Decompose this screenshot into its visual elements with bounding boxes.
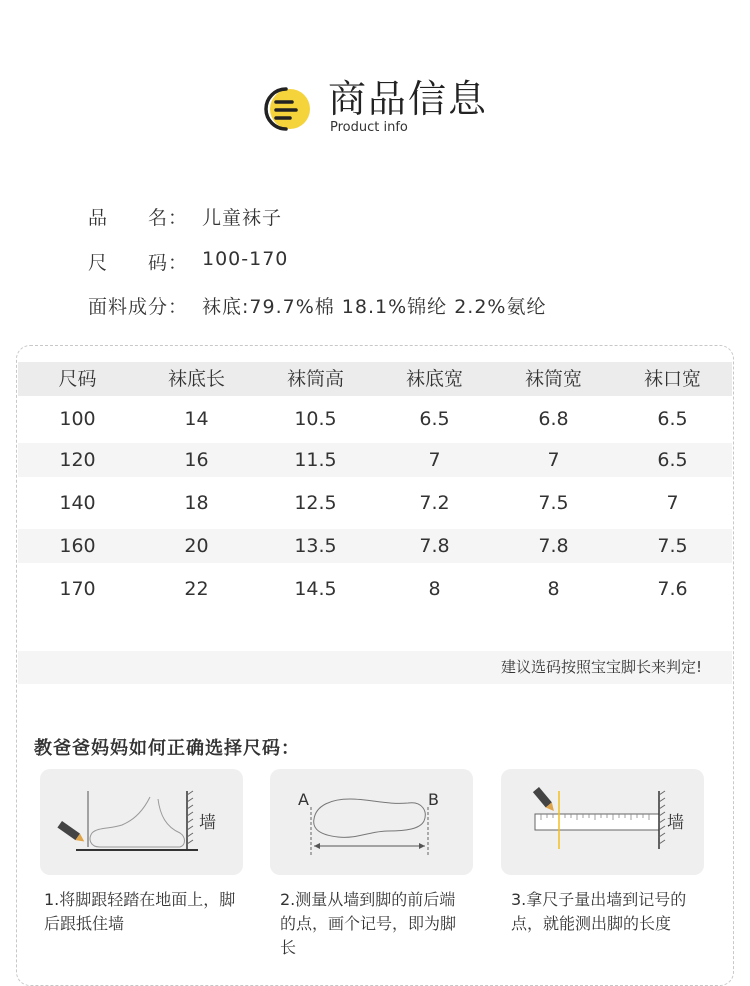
table-cell: 14.5: [294, 578, 337, 600]
table-header-cell: 袜底长: [167, 368, 225, 390]
point-a-label: A: [298, 790, 309, 809]
table-header-cell: 袜筒宽: [524, 368, 582, 390]
table-cell: 7.6: [657, 578, 688, 600]
table-row: [18, 572, 732, 606]
table-cell: 8: [547, 578, 560, 600]
table-cell: 7: [428, 449, 441, 471]
table-cell: 170: [59, 578, 96, 600]
table-cell: 7.5: [657, 535, 688, 557]
section-header: [262, 76, 502, 138]
table-cell: 140: [59, 492, 96, 514]
section-title: 商品信息: [328, 77, 489, 121]
info-label: 面料成分：: [88, 296, 189, 318]
table-cell: 18: [184, 492, 209, 514]
table-cell: 11.5: [294, 449, 337, 471]
table-cell: 7: [547, 449, 560, 471]
wall-label: 墙: [199, 813, 216, 833]
table-cell: 8: [428, 578, 441, 600]
step-1-illustration: [40, 769, 243, 875]
table-cell: 7.8: [419, 535, 450, 557]
info-value: 100-170: [202, 248, 289, 270]
table-row: [18, 402, 732, 436]
table-row: [18, 486, 732, 520]
table-cell: 16: [184, 449, 209, 471]
step-3-illustration: [501, 769, 704, 875]
table-cell: 100: [59, 408, 96, 430]
table-row: [18, 529, 732, 563]
table-cell: 6.5: [419, 408, 450, 430]
document-lines-icon: [262, 84, 312, 134]
section-subtitle: Product info: [330, 120, 408, 135]
info-value: 袜底:79.7%棉 18.1%锦纶 2.2%氨纶: [202, 296, 547, 318]
footprint-measure-icon: [270, 769, 473, 875]
table-header-row: [18, 362, 732, 396]
step-3-text: 3.拿尺子量出墙到记号的点，就能测出脚的长度: [511, 890, 687, 933]
table-cell: 7.8: [538, 535, 569, 557]
table-cell: 22: [184, 578, 209, 600]
table-header-cell: 尺码: [58, 368, 97, 390]
table-row: [18, 443, 732, 477]
table-cell: 7: [666, 492, 679, 514]
table-cell: 13.5: [294, 535, 337, 557]
foot-against-wall-icon: [40, 769, 243, 875]
size-advice-text: 建议选码按照宝宝脚长来判定!: [500, 658, 702, 676]
table-cell: 7.2: [419, 492, 450, 514]
info-label: 尺 码：: [88, 252, 189, 274]
table-header-cell: 袜底宽: [405, 368, 463, 390]
info-value: 儿童袜子: [202, 207, 283, 229]
table-cell: 120: [59, 449, 96, 471]
ruler-measure-icon: [501, 769, 704, 875]
table-cell: 160: [59, 535, 96, 557]
size-advice-bar: [18, 651, 732, 684]
table-cell: 6.8: [538, 408, 569, 430]
table-cell: 10.5: [294, 408, 337, 430]
table-cell: 6.5: [657, 408, 688, 430]
table-header-cell: 袜口宽: [643, 368, 701, 390]
table-cell: 12.5: [294, 492, 337, 514]
howto-title: 教爸爸妈妈如何正确选择尺码：: [34, 738, 300, 759]
info-label: 品 名：: [88, 207, 189, 229]
step-1-text: 1.将脚跟轻踏在地面上，脚后跟抵住墙: [44, 890, 236, 933]
step-2-text: 2.测量从墙到脚的前后端的点，画个记号，即为脚长: [280, 890, 457, 957]
wall-label: 墙: [667, 813, 684, 833]
table-cell: 14: [184, 408, 209, 430]
table-cell: 20: [184, 535, 209, 557]
table-cell: 7.5: [538, 492, 569, 514]
table-header-cell: 袜筒高: [286, 368, 344, 390]
point-b-label: B: [428, 790, 439, 809]
step-2-illustration: [270, 769, 473, 875]
table-cell: 6.5: [657, 449, 688, 471]
